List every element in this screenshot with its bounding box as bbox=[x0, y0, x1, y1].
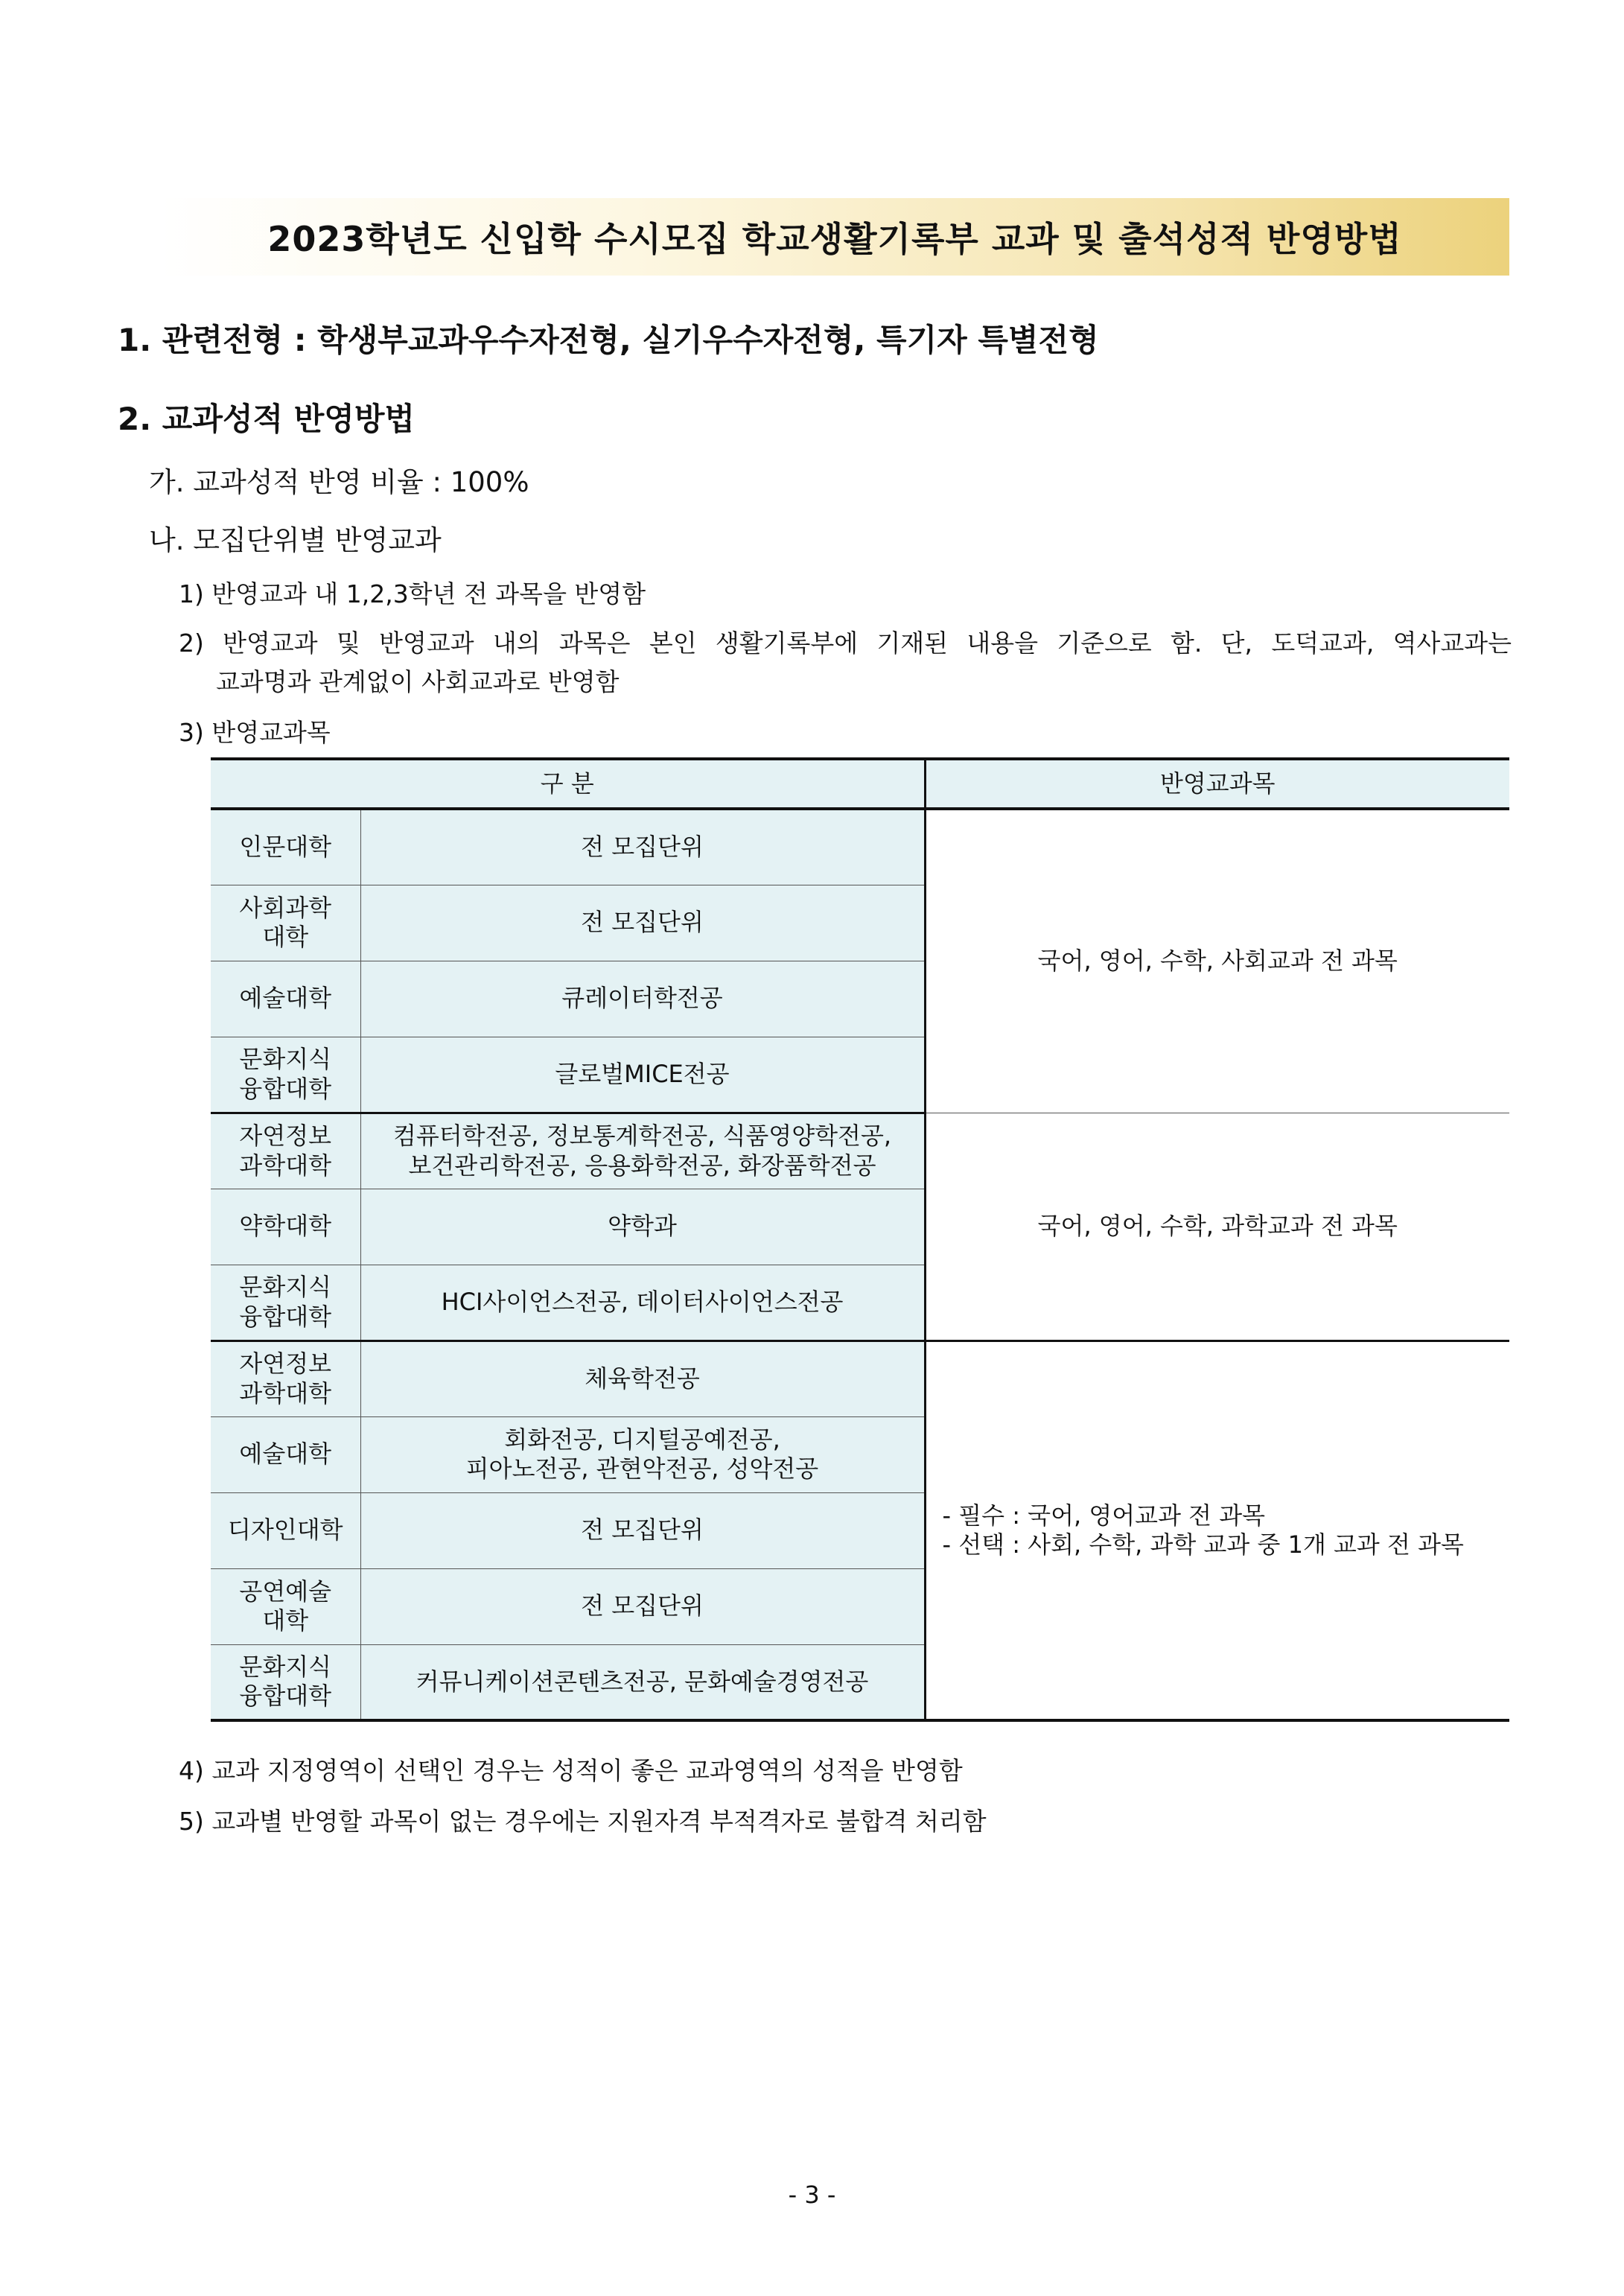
unit-cell: 체육학전공 bbox=[360, 1341, 925, 1416]
college-cell: 인문대학 bbox=[211, 809, 360, 885]
unit-cell: 전 모집단위 bbox=[360, 885, 925, 961]
college-cell: 디자인대학 bbox=[211, 1492, 360, 1568]
college-cell: 문화지식 융합대학 bbox=[211, 1037, 360, 1113]
college-cell: 문화지식 융합대학 bbox=[211, 1644, 360, 1720]
college-cell: 예술대학 bbox=[211, 961, 360, 1037]
table-row bbox=[211, 809, 1509, 885]
college-cell: 자연정보 과학대학 bbox=[211, 1113, 360, 1189]
item-5: 5) 교과별 반영할 과목이 없는 경우에는 지원자격 부적격자로 불합격 처리함 bbox=[179, 1807, 987, 1836]
college-cell: 공연예술 대학 bbox=[211, 1568, 360, 1644]
table-row bbox=[211, 1341, 1509, 1416]
sub-subjects-by-unit: 나. 모집단위별 반영교과 bbox=[149, 524, 442, 556]
item-2-line-1: 2) 반영교과 및 반영교과 내의 과목은 본인 생활기록부에 기재된 내용을 기준으로 함. 단, 도덕교과, 역사교과는 bbox=[179, 629, 1512, 658]
title-banner bbox=[160, 198, 1509, 276]
subjects-table bbox=[211, 757, 1509, 1722]
sub-ratio: 가. 교과성적 반영 비율 : 100% bbox=[149, 466, 529, 498]
item-4: 4) 교과 지정영역이 선택인 경우는 성적이 좋은 교과영역의 성적을 반영함 bbox=[179, 1756, 963, 1785]
unit-cell: 커뮤니케이션콘텐츠전공, 문화예술경영전공 bbox=[360, 1644, 925, 1720]
section-related-admission: 1. 관련전형 : 학생부교과우수자전형, 실기우수자전형, 특기자 특별전형 bbox=[118, 322, 1099, 358]
section-grade-method: 2. 교과성적 반영방법 bbox=[118, 401, 415, 437]
unit-cell: 컴퓨터학전공, 정보통계학전공, 식품영양학전공, 보건관리학전공, 응용화학전공, 화장품학전공 bbox=[360, 1113, 925, 1189]
unit-cell: 회화전공, 디지털공예전공, 피아노전공, 관현악전공, 성악전공 bbox=[360, 1416, 925, 1492]
subjects-required: - 필수 : 국어, 영어교과 전 과목 bbox=[942, 1501, 1266, 1530]
table-row bbox=[211, 1113, 1509, 1189]
college-cell: 예술대학 bbox=[211, 1416, 360, 1492]
subjects-elective: - 선택 : 사회, 수학, 과학 교과 중 1개 교과 전 과목 bbox=[942, 1530, 1464, 1559]
unit-cell: 전 모집단위 bbox=[360, 809, 925, 885]
unit-cell: 전 모집단위 bbox=[360, 1492, 925, 1568]
subjects-cell-arts bbox=[925, 1341, 1509, 1720]
college-cell: 문화지식 융합대학 bbox=[211, 1265, 360, 1341]
subjects-cell-science: 국어, 영어, 수학, 과학교과 전 과목 bbox=[925, 1113, 1509, 1341]
college-cell: 사회과학 대학 bbox=[211, 885, 360, 961]
subjects-cell-humanities: 국어, 영어, 수학, 사회교과 전 과목 bbox=[925, 809, 1509, 1113]
unit-cell: 전 모집단위 bbox=[360, 1568, 925, 1644]
item-3: 3) 반영교과목 bbox=[179, 718, 331, 747]
header-category: 구 분 bbox=[211, 759, 925, 809]
item-2-line-2: 교과명과 관계없이 사회교과로 반영함 bbox=[216, 667, 620, 696]
college-cell: 약학대학 bbox=[211, 1189, 360, 1265]
item-1: 1) 반영교과 내 1,2,3학년 전 과목을 반영함 bbox=[179, 579, 646, 608]
header-subjects: 반영교과목 bbox=[925, 759, 1509, 809]
unit-cell: 큐레이터학전공 bbox=[360, 961, 925, 1037]
unit-cell: HCI사이언스전공, 데이터사이언스전공 bbox=[360, 1265, 925, 1341]
college-cell: 자연정보 과학대학 bbox=[211, 1341, 360, 1416]
document-title: 2023학년도 신입학 수시모집 학교생활기록부 교과 및 출석성적 반영방법 bbox=[267, 219, 1402, 259]
page-number: - 3 - bbox=[788, 2181, 836, 2209]
unit-cell: 약학과 bbox=[360, 1189, 925, 1265]
unit-cell: 글로벌MICE전공 bbox=[360, 1037, 925, 1113]
